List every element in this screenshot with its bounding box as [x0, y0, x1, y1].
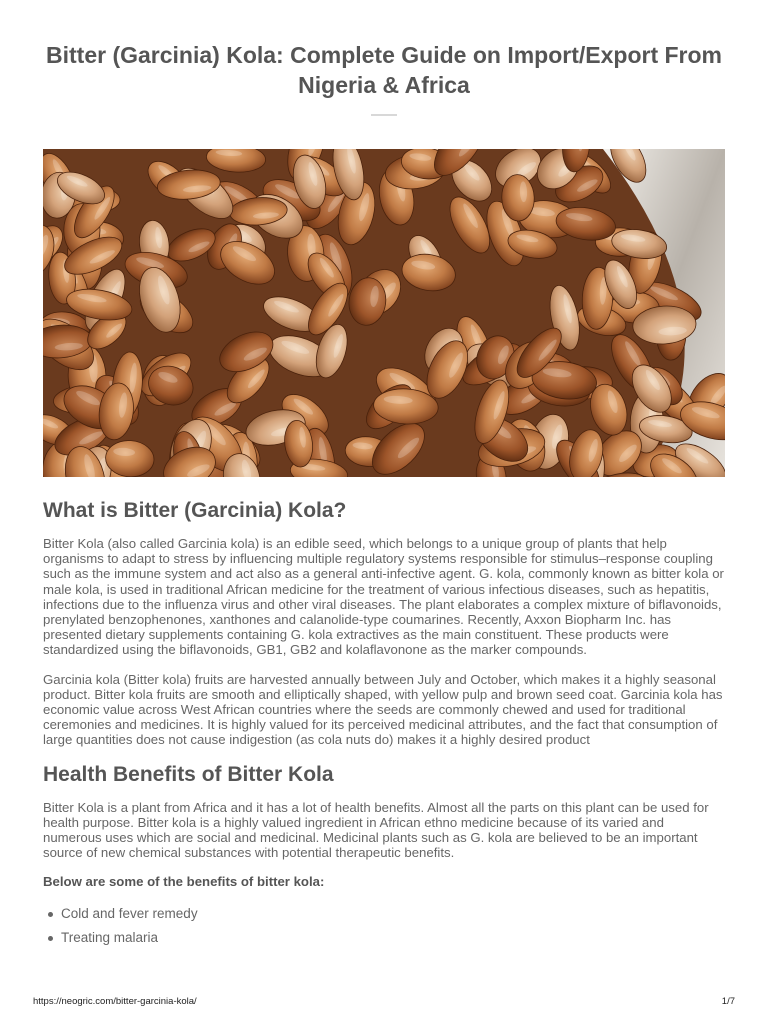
list-item: Treating malaria: [47, 930, 725, 946]
list-item: Cold and fever remedy: [47, 906, 725, 922]
section-heading-what-is: What is Bitter (Garcinia) Kola?: [43, 499, 347, 522]
print-url: https://neogric.com/bitter-garcinia-kola/: [33, 996, 197, 1007]
paragraph-health: Bitter Kola is a plant from Africa and it has a lot of health benefits. Almost all the parts on this plant can be used for health purpose. Bitter kola is a highly valued ingredient in African ethno medicine because of its varied and numerous uses which are social and medicinal. Medicinal plants such as G. kola are believed to be an important source of new chemical substances with potential therapeutic benefits.: [43, 799, 709, 861]
bitter-kola-seeds-illustration: [43, 149, 725, 477]
article-title: Bitter (Garcinia) Kola: Complete Guide on Import/Export From Nigeria & Africa: [46, 42, 722, 98]
article-body: [43, 498, 725, 954]
paragraph-intro: Bitter Kola (also called Garcinia kola) is an edible seed, which belongs to a unique group of plants that help organisms to adapt to stress by influencing multiple regulatory systems responsible for stimulus–response coupling such as the immune system and act also as a general anti-infective agent. G. kola, commonly known as bitter kola or male kola, is used in traditional African medicine for the treatment of various infectious diseases, such as hepatitis, infections due to the influenza virus and other viral diseases. The plant elaborates a complex mixture of biflavonoids, prenylated benzophenones, xanthones and calanolide-type coumarines. Recently, Axxon Biopharm Inc. has presented dietary supplements containing G. kola extractives as the main constituent. These products were standardized using the biflavonoids, GB1, GB2 and kolaflavonone as the marker compounds.: [43, 536, 724, 658]
bitter-kola-photo: [43, 149, 725, 477]
benefits-list: [47, 906, 725, 946]
page-indicator: 1/7: [721, 996, 735, 1007]
title-divider: [371, 114, 397, 116]
paragraph-harvest: Garcinia kola (Bitter kola) fruits are harvested annually between July and October, which makes it a highly seasonal product. Bitter kola fruits are smooth and elliptically shaped, with yellow pulp and brown seed coat. Garcinia kola has economic value across West African countries where the seeds are commonly chewed and used for traditional ceremonies and medicines. It is highly valued for its perceived medicinal attributes, and the fact that consumption of large quantities does not cause indigestion (as cola nuts do) makes it a highly desired product: [43, 671, 723, 748]
section-heading-health-benefits: Health Benefits of Bitter Kola: [43, 762, 334, 786]
benefits-list-intro: Below are some of the benefits of bitter kola:: [43, 874, 325, 890]
